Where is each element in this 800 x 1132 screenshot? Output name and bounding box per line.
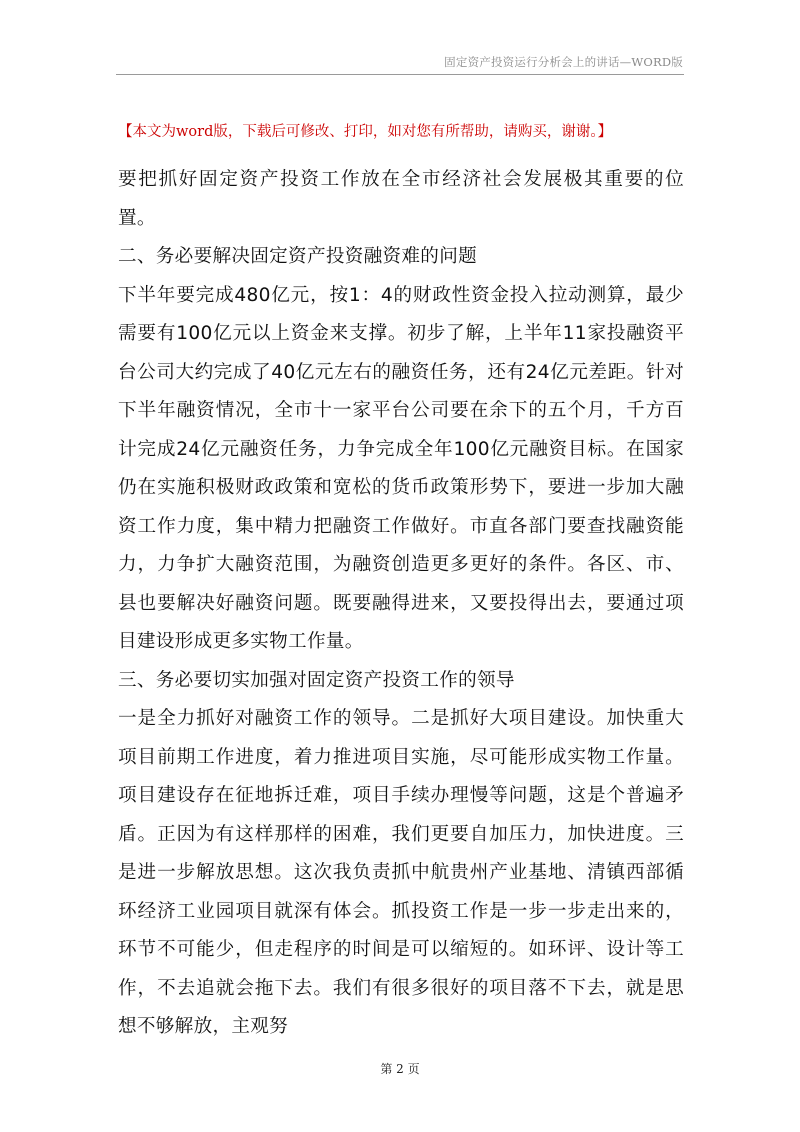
paragraph-financing: 下半年要完成480亿元，按1：4的财政性资金投入拉动测算，最少需要有100亿元以上资金来支撑。初步了解，上半年11家投融资平台公司大约完成了40亿元左右的融资任务，还有24亿元差距。针对下半年融资情况，全市十一家平台公司要在余下的五个月，千方百计完成24亿元融资任务，力争完成全年100亿元融资目标。在国家仍在实施积极财政政策和宽松的货币政策形势下，要进一步加大融资工作力度，集中精力把融资工作做好。市直各部门要查找融资能力，力争扩大融资范围，为融资创造更多更好的条件。各区、市、县也要解决好融资问题。既要融得进来，又要投得出去，要通过项目建设形成更多实物工作量。 xyxy=(118,284,684,652)
section-heading-leadership: 三、务必要切实加强对固定资产投资工作的领导 xyxy=(118,669,515,691)
running-header: 固定资产投资运行分析会上的讲话—WORD版 xyxy=(444,55,683,69)
document-body xyxy=(118,161,684,1047)
paragraph-intro-tail: 要把抓好固定资产投资工作放在全市经济社会发展极其重要的位置。 xyxy=(118,169,684,229)
header-divider xyxy=(116,74,684,75)
download-notice: 【本文为word版，下载后可修改、打印，如对您有所帮助，请购买，谢谢。】 xyxy=(118,124,613,140)
page-number: 第 2 页 xyxy=(380,1062,420,1076)
paragraph-leadership: 一是全力抓好对融资工作的领导。二是抓好大项目建设。加快重大项目前期工作进度，着力推进项目实施，尽可能形成实物工作量。项目建设存在征地拆迁难，项目手续办理慢等问题，这是个普遍矛盾。正因为有这样那样的困难，我们更要自加压力，加快进度。三是进一步解放思想。这次我负责抓中航贵州产业基地、清镇西部循环经济工业园项目就深有体会。抓投资工作是一步一步走出来的，环节不可能少，但走程序的时间是可以缩短的。如环评、设计等工作，不去追就会拖下去。我们有很多很好的项目落不下去，就是思想不够解放，主观努 xyxy=(118,708,684,1037)
section-heading-financing: 二、务必要解决固定资产投资融资难的问题 xyxy=(118,246,477,267)
